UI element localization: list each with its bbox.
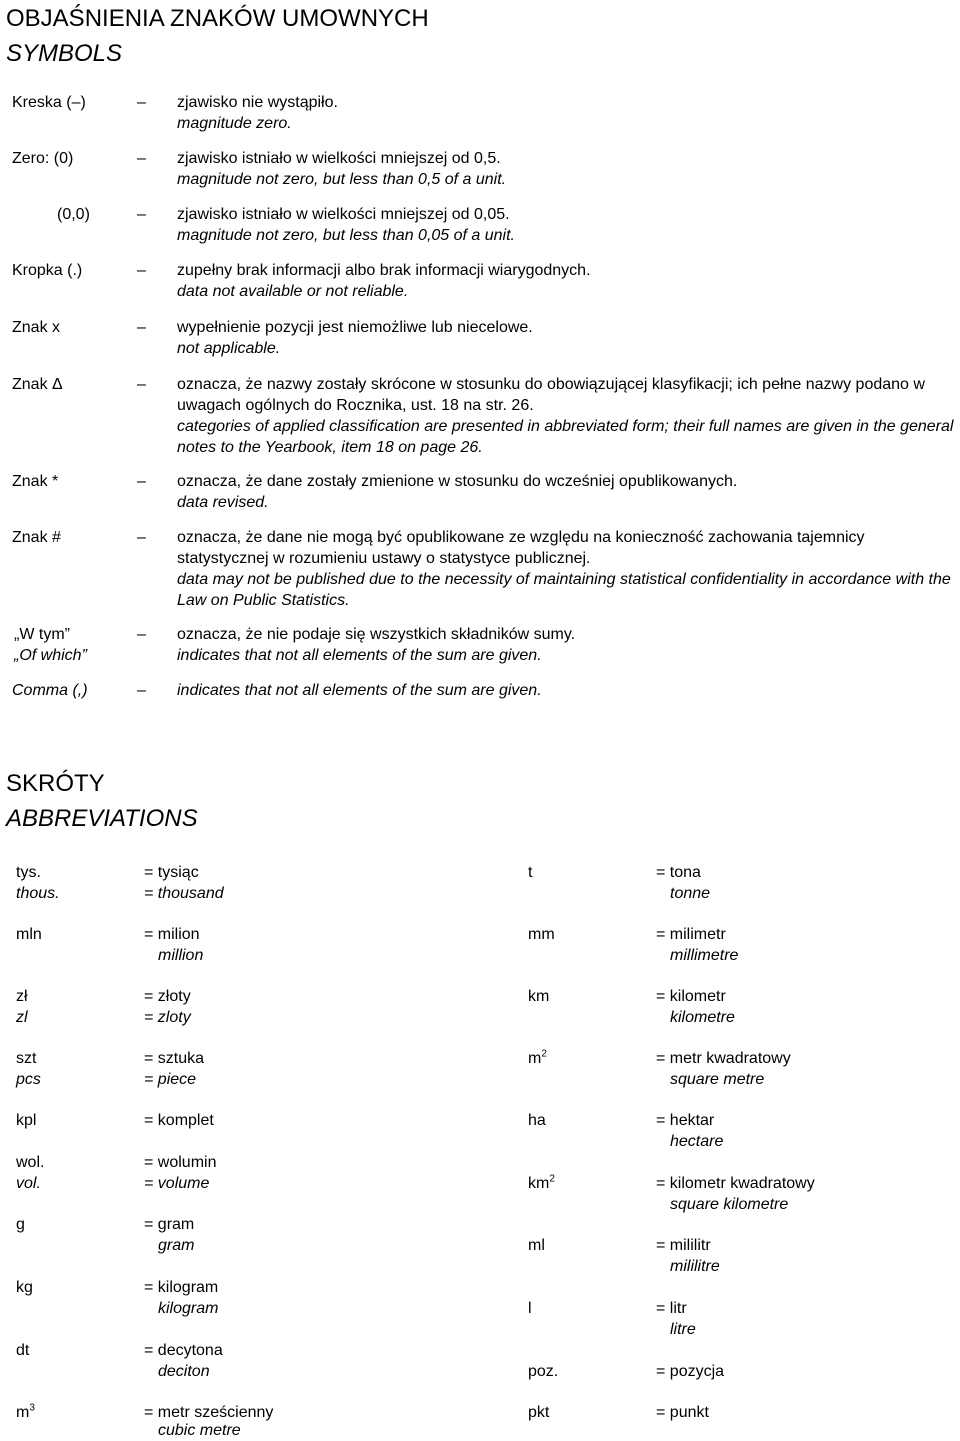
- symbol-label: (0,0): [57, 206, 90, 223]
- symbol-label: Znak Δ: [12, 376, 63, 393]
- symbols-title-pl: OBJAŚNIENIA ZNAKÓW UMOWNYCH: [6, 5, 429, 32]
- description-pl: zjawisko istniało w wielkości mniejszej od 0,05.: [177, 206, 510, 223]
- abbr-meaning-en: million: [158, 947, 204, 964]
- description-en: indicates that not all elements of the sum are given.: [177, 647, 542, 664]
- abbr-meaning-en: = thousand: [144, 885, 224, 902]
- symbol-description: [177, 527, 957, 611]
- abbr: pkt: [528, 1404, 550, 1421]
- abbr-meaning-pl: = tona: [656, 864, 701, 881]
- symbol-description: [177, 148, 957, 190]
- dash: –: [137, 319, 146, 336]
- superscript: 2: [549, 1173, 555, 1185]
- abbr-meaning-pl: = gram: [144, 1216, 195, 1233]
- dash: –: [137, 94, 146, 111]
- abbr: tys.: [16, 864, 41, 881]
- abbr-meaning-pl: = wolumin: [144, 1154, 217, 1171]
- symbol-label: „W tym”: [14, 626, 70, 643]
- abbr-meaning-pl: = decytona: [144, 1342, 223, 1359]
- symbol-label: Znak x: [12, 319, 61, 336]
- abbr-meaning-en: tonne: [670, 885, 711, 902]
- abbr: mln: [16, 926, 42, 943]
- abbr-en: thous.: [16, 885, 60, 902]
- abbr-meaning-en: cubic metre: [158, 1422, 241, 1439]
- description-pl: wypełnienie pozycji jest niemożliwe lub niecelowe.: [177, 319, 533, 336]
- abbr-meaning-pl: = metr kwadratowy: [656, 1050, 791, 1067]
- abbr-meaning-en: millimetre: [670, 947, 739, 964]
- abbr-meaning-pl: = komplet: [144, 1112, 214, 1129]
- symbol-label-en: „Of which”: [14, 647, 87, 664]
- dash: –: [137, 529, 146, 546]
- description-en: magnitude not zero, but less than 0,05 of a unit.: [177, 227, 515, 244]
- symbol-description: [177, 680, 957, 701]
- description-pl: oznacza, że dane zostały zmienione w stosunku do wcześniej opublikowanych.: [177, 473, 738, 490]
- abbr: mm: [528, 926, 555, 943]
- abbr: l: [528, 1300, 532, 1317]
- abbr-meaning-pl: = metr sześcienny: [144, 1404, 274, 1421]
- abbr-meaning-en: = piece: [144, 1071, 197, 1088]
- abbreviations-title-pl: SKRÓTY: [6, 770, 105, 797]
- abbr-meaning-pl: = milimetr: [656, 926, 726, 943]
- symbol-description: [177, 317, 957, 359]
- abbr-meaning-en: hectare: [670, 1133, 724, 1150]
- description-en: data not available or not reliable.: [177, 283, 409, 300]
- abbr-meaning-en: = volume: [144, 1175, 210, 1192]
- symbols-title-en: SYMBOLS: [6, 40, 123, 67]
- abbr-meaning-pl: = milion: [144, 926, 200, 943]
- abbr-meaning-pl: = złoty: [144, 988, 191, 1005]
- symbol-label: Zero: (0): [12, 150, 74, 167]
- abbr-meaning-pl: = sztuka: [144, 1050, 205, 1067]
- abbr: g: [16, 1216, 25, 1233]
- abbr-meaning-pl: = hektar: [656, 1112, 715, 1129]
- description-pl: zupełny brak informacji albo brak informacji wiarygodnych.: [177, 262, 591, 279]
- abbr-meaning-en: kilometre: [670, 1009, 735, 1026]
- symbol-description: [177, 204, 957, 246]
- abbr: dt: [16, 1342, 30, 1359]
- abbr-meaning-en: square kilometre: [670, 1196, 789, 1213]
- superscript: 2: [541, 1048, 547, 1060]
- abbr-en: vol.: [16, 1175, 41, 1192]
- abbr-meaning-pl: = kilogram: [144, 1279, 219, 1296]
- dash: –: [137, 682, 146, 699]
- abbr-meaning-pl: = kilometr: [656, 988, 726, 1005]
- description-pl: oznacza, że nie podaje się wszystkich składników sumy.: [177, 626, 576, 643]
- abbr: szt: [16, 1050, 37, 1067]
- abbr-en: pcs: [16, 1071, 41, 1088]
- abbr-meaning-pl: = pozycja: [656, 1363, 725, 1380]
- description-en: data revised.: [177, 494, 269, 511]
- symbol-label: Znak #: [12, 529, 61, 546]
- symbol-description: [177, 374, 957, 458]
- dash: –: [137, 262, 146, 279]
- symbol-description: [177, 471, 957, 513]
- dash: –: [137, 376, 146, 393]
- abbr-meaning-en: gram: [158, 1237, 195, 1254]
- abbr: $m^3$: [16, 1402, 35, 1421]
- description-pl: oznacza, że nazwy zostały skrócone w stosunku do obowiązującej klasyfikacji; ich pełne nazwy podano w uwagach ogólnych do Rocznika, ust. 18 na str. 26.: [177, 376, 925, 414]
- abbr: t: [528, 864, 533, 881]
- dash: –: [137, 473, 146, 490]
- symbol-label: Kreska (–): [12, 94, 86, 111]
- dash: –: [137, 206, 146, 223]
- description-pl: zjawisko nie wystąpiło.: [177, 94, 338, 111]
- abbr: ml: [528, 1237, 545, 1254]
- abbr: poz.: [528, 1363, 559, 1380]
- abbr: kg: [16, 1279, 33, 1296]
- symbol-label: Comma (,): [12, 682, 88, 699]
- abbr: ha: [528, 1112, 546, 1129]
- abbr-meaning-pl: = punkt: [656, 1404, 709, 1421]
- abbreviations-title-en: ABBREVIATIONS: [6, 805, 198, 832]
- description-en: indicates that not all elements of the sum are given.: [177, 682, 542, 699]
- abbr-meaning-pl: = litr: [656, 1300, 687, 1317]
- abbr: kpl: [16, 1112, 37, 1129]
- description-en: data may not be published due to the necessity of maintaining statistical confidentiality in accordance with the Law on Public Statistics.: [177, 571, 951, 609]
- description-en: categories of applied classification are presented in abbreviated form; their full names are given in the general notes to the Yearbook, item 18 on page 26.: [177, 418, 954, 456]
- symbol-description: [177, 624, 957, 666]
- symbol-description: [177, 260, 957, 302]
- description-pl: zjawisko istniało w wielkości mniejszej od 0,5.: [177, 150, 501, 167]
- symbol-label: Znak *: [12, 473, 59, 490]
- superscript: 3: [29, 1402, 35, 1414]
- symbol-label: Kropka (.): [12, 262, 83, 279]
- description-en: magnitude zero.: [177, 115, 292, 132]
- abbr-meaning-en: mililitre: [670, 1258, 720, 1275]
- abbr-meaning-pl: = mililitr: [656, 1237, 711, 1254]
- abbr-en: zl: [16, 1009, 28, 1026]
- dash: –: [137, 150, 146, 167]
- abbr: km: [528, 988, 550, 1005]
- abbr-meaning-en: deciton: [158, 1363, 210, 1380]
- dash: –: [137, 626, 146, 643]
- abbr: zł: [16, 988, 28, 1005]
- abbr-meaning-pl: = kilometr kwadratowy: [656, 1175, 815, 1192]
- abbr-meaning-en: litre: [670, 1321, 696, 1338]
- symbol-description: [177, 92, 957, 134]
- abbr: $m^2$: [528, 1048, 547, 1067]
- abbr-meaning-en: = zloty: [144, 1009, 191, 1026]
- description-en: magnitude not zero, but less than 0,5 of a unit.: [177, 171, 507, 188]
- description-en: not applicable.: [177, 340, 281, 357]
- abbr: wol.: [16, 1154, 45, 1171]
- abbr-meaning-en: kilogram: [158, 1300, 219, 1317]
- abbr: $km^2$: [528, 1173, 555, 1192]
- abbr-meaning-en: square metre: [670, 1071, 765, 1088]
- description-pl: oznacza, że dane nie mogą być opublikowane ze względu na konieczność zachowania tajemnicy statystycznej w rozumieniu ustawy o statystyce publicznej.: [177, 529, 865, 567]
- abbr-meaning-pl: = tysiąc: [144, 864, 199, 881]
